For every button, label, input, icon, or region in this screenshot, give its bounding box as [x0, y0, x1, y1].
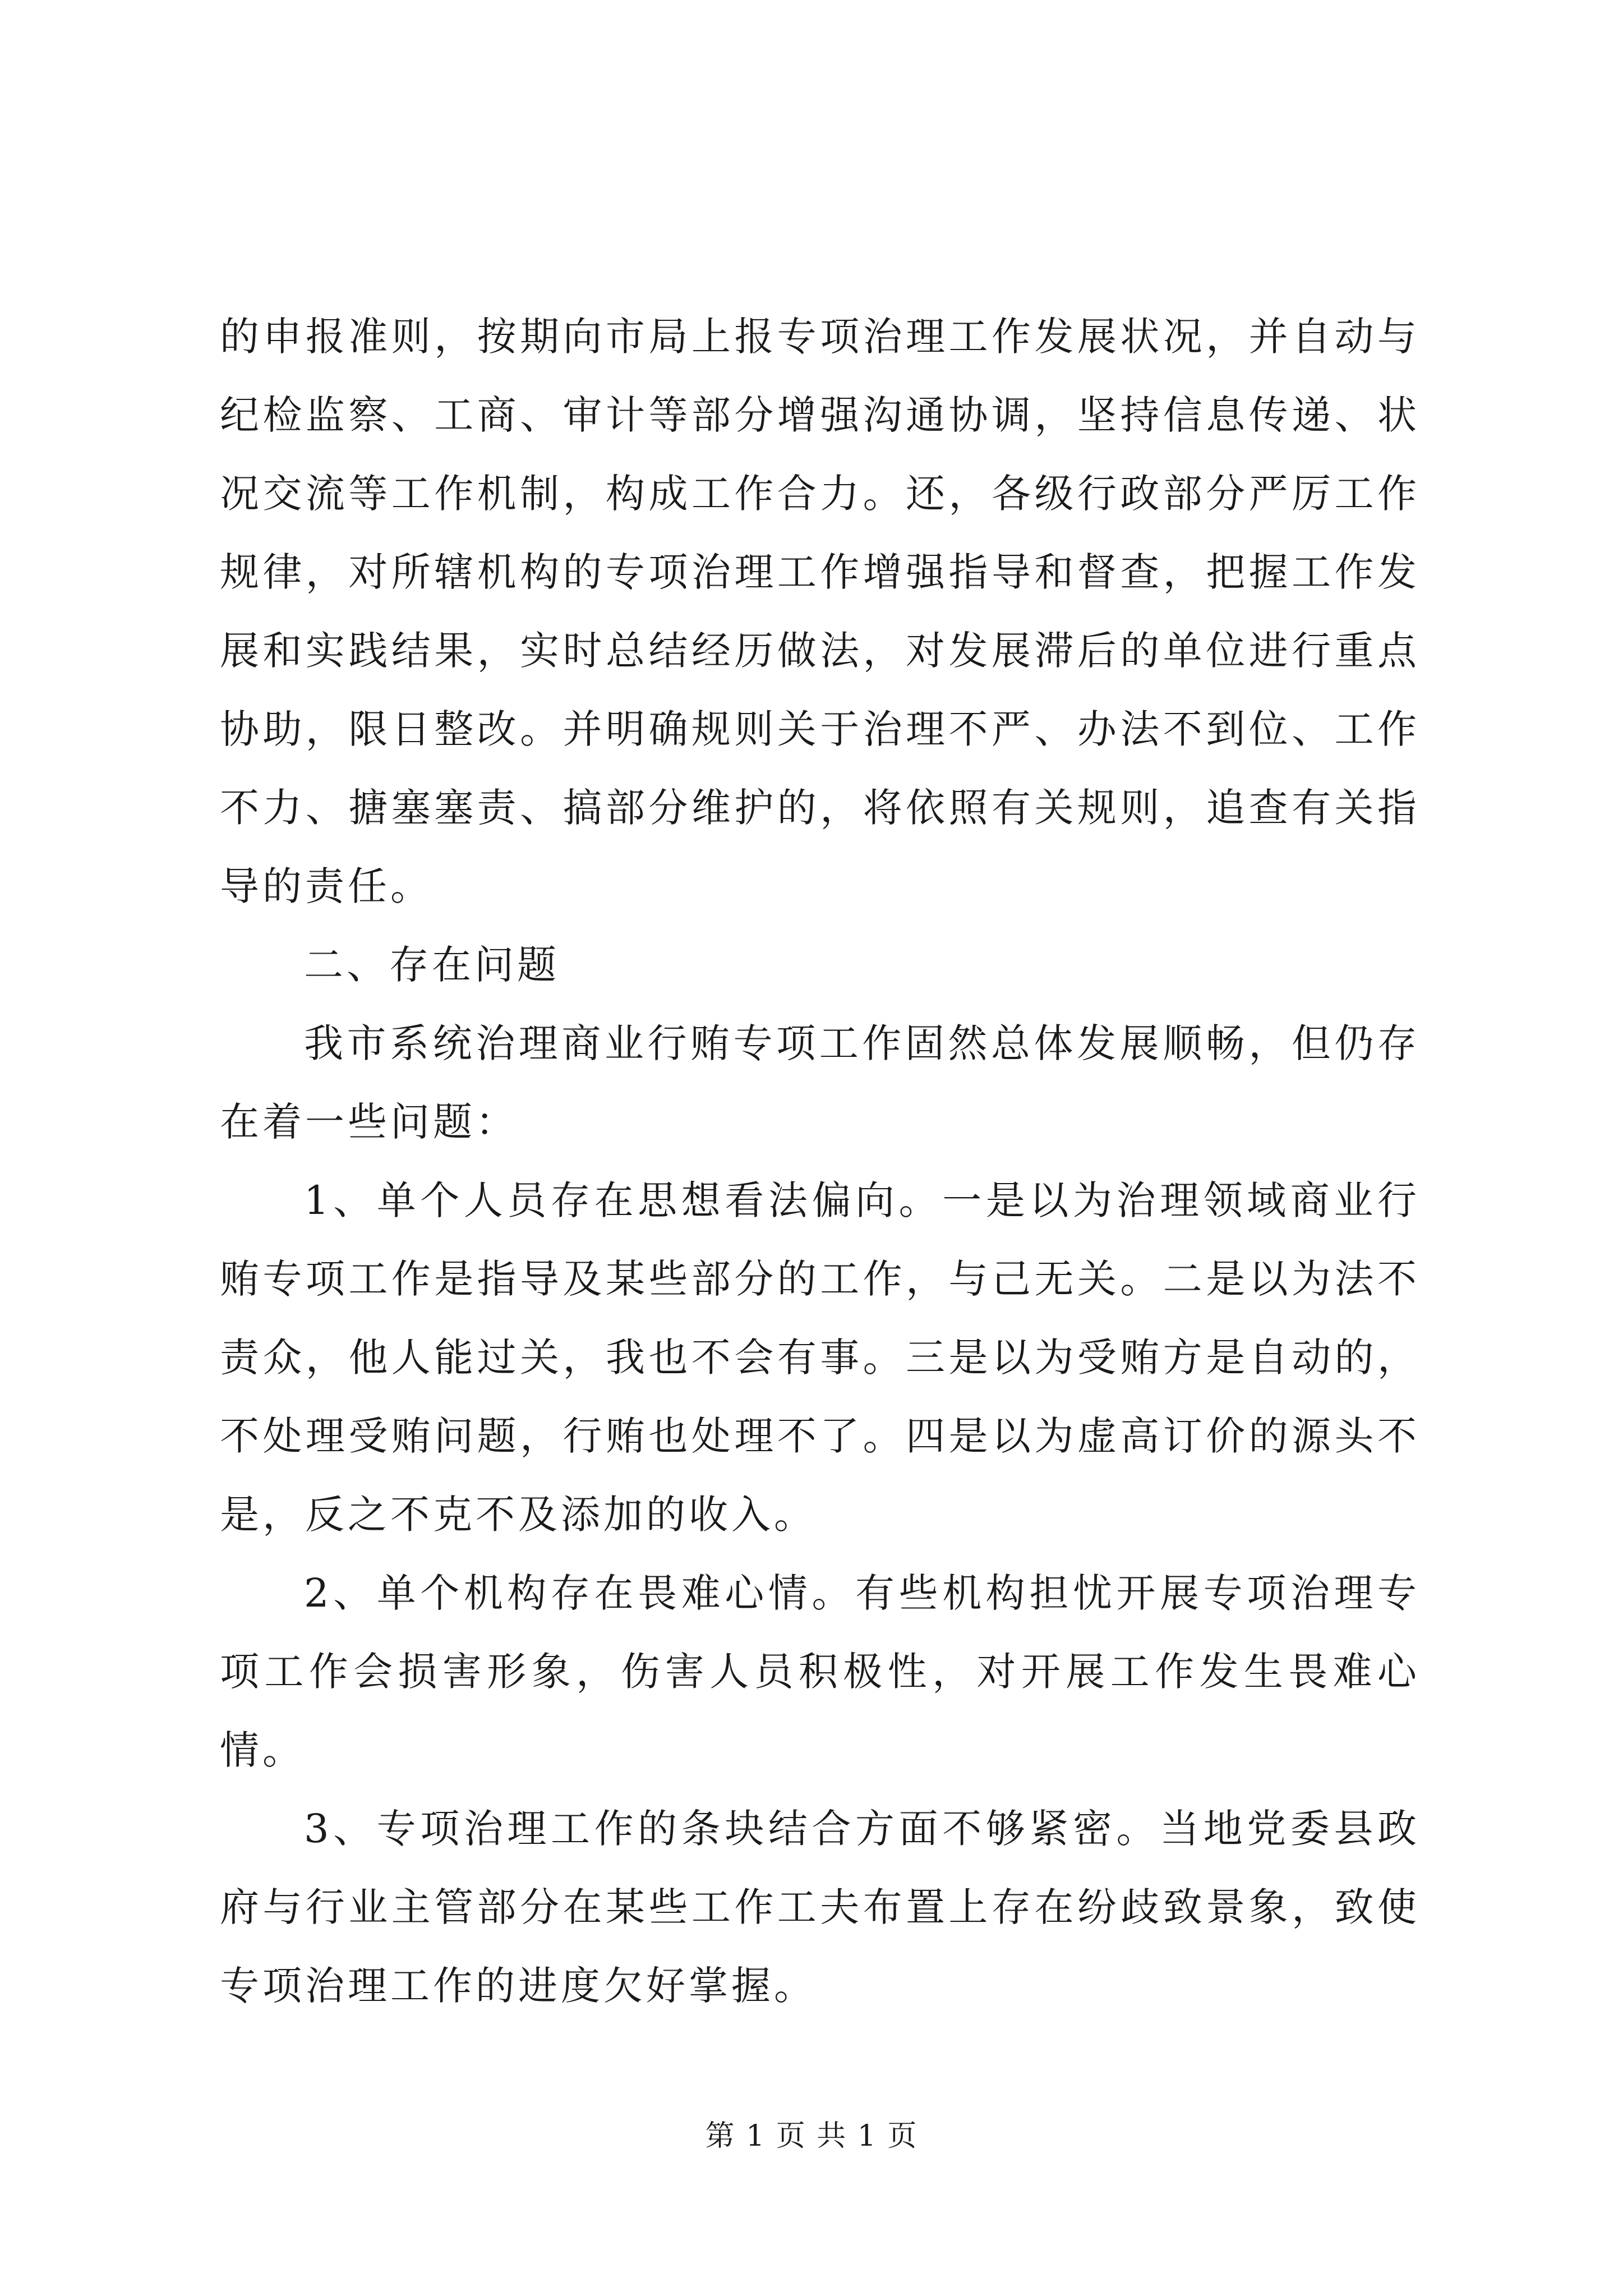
- paragraph-continuation: 的申报准则，按期向市局上报专项治理工作发展状况，并自动与纪检监察、工商、审计等部分增强沟通协调，坚持信息传递、状况交流等工作机制，构成工作合力。还，各级行政部分严厉工作规律，对所辖机构的专项治理工作增强指导和督查，把握工作发展和实践结果，实时总结经历做法，对发展滞后的单位进行重点协助，限日整改。并明确规则关于治理不严、办法不到位、工作不力、搪塞塞责、搞部分维护的，将依照有关规则，追查有关指导的责任。: [220, 314, 1420, 909]
- paragraph-intro: 我市系统治理商业行贿专项工作固然总体发展顺畅，但仍存在着一些问题：: [220, 1020, 1420, 1145]
- paragraph-item-1: 1、单个人员存在思想看法偏向。一是以为治理领域商业行贿专项工作是指导及某些部分的工作，与己无关。二是以为法不责众，他人能过关，我也不会有事。三是以为受贿方是自动的，不处理受贿问题，行贿也处理不了。四是以为虚高订价的源头不是，反之不克不及添加的收入。: [220, 1177, 1420, 1538]
- section-heading-problems: 二、存在问题: [304, 942, 560, 988]
- paragraph-item-3: 3、专项治理工作的条块结合方面不够紧密。当地党委县政府与行业主管部分在某些工作工夫布置上存在纷歧致景象，致使专项治理工作的进度欠好掌握。: [220, 1806, 1420, 2009]
- page-footer: 第 1 页 共 1 页: [705, 2119, 918, 2153]
- paragraph-item-2: 2、单个机构存在畏难心情。有些机构担忧开展专项治理专项工作会损害形象，伤害人员积极性，对开展工作发生畏难心情。: [220, 1570, 1420, 1773]
- document-body: [220, 297, 1420, 2025]
